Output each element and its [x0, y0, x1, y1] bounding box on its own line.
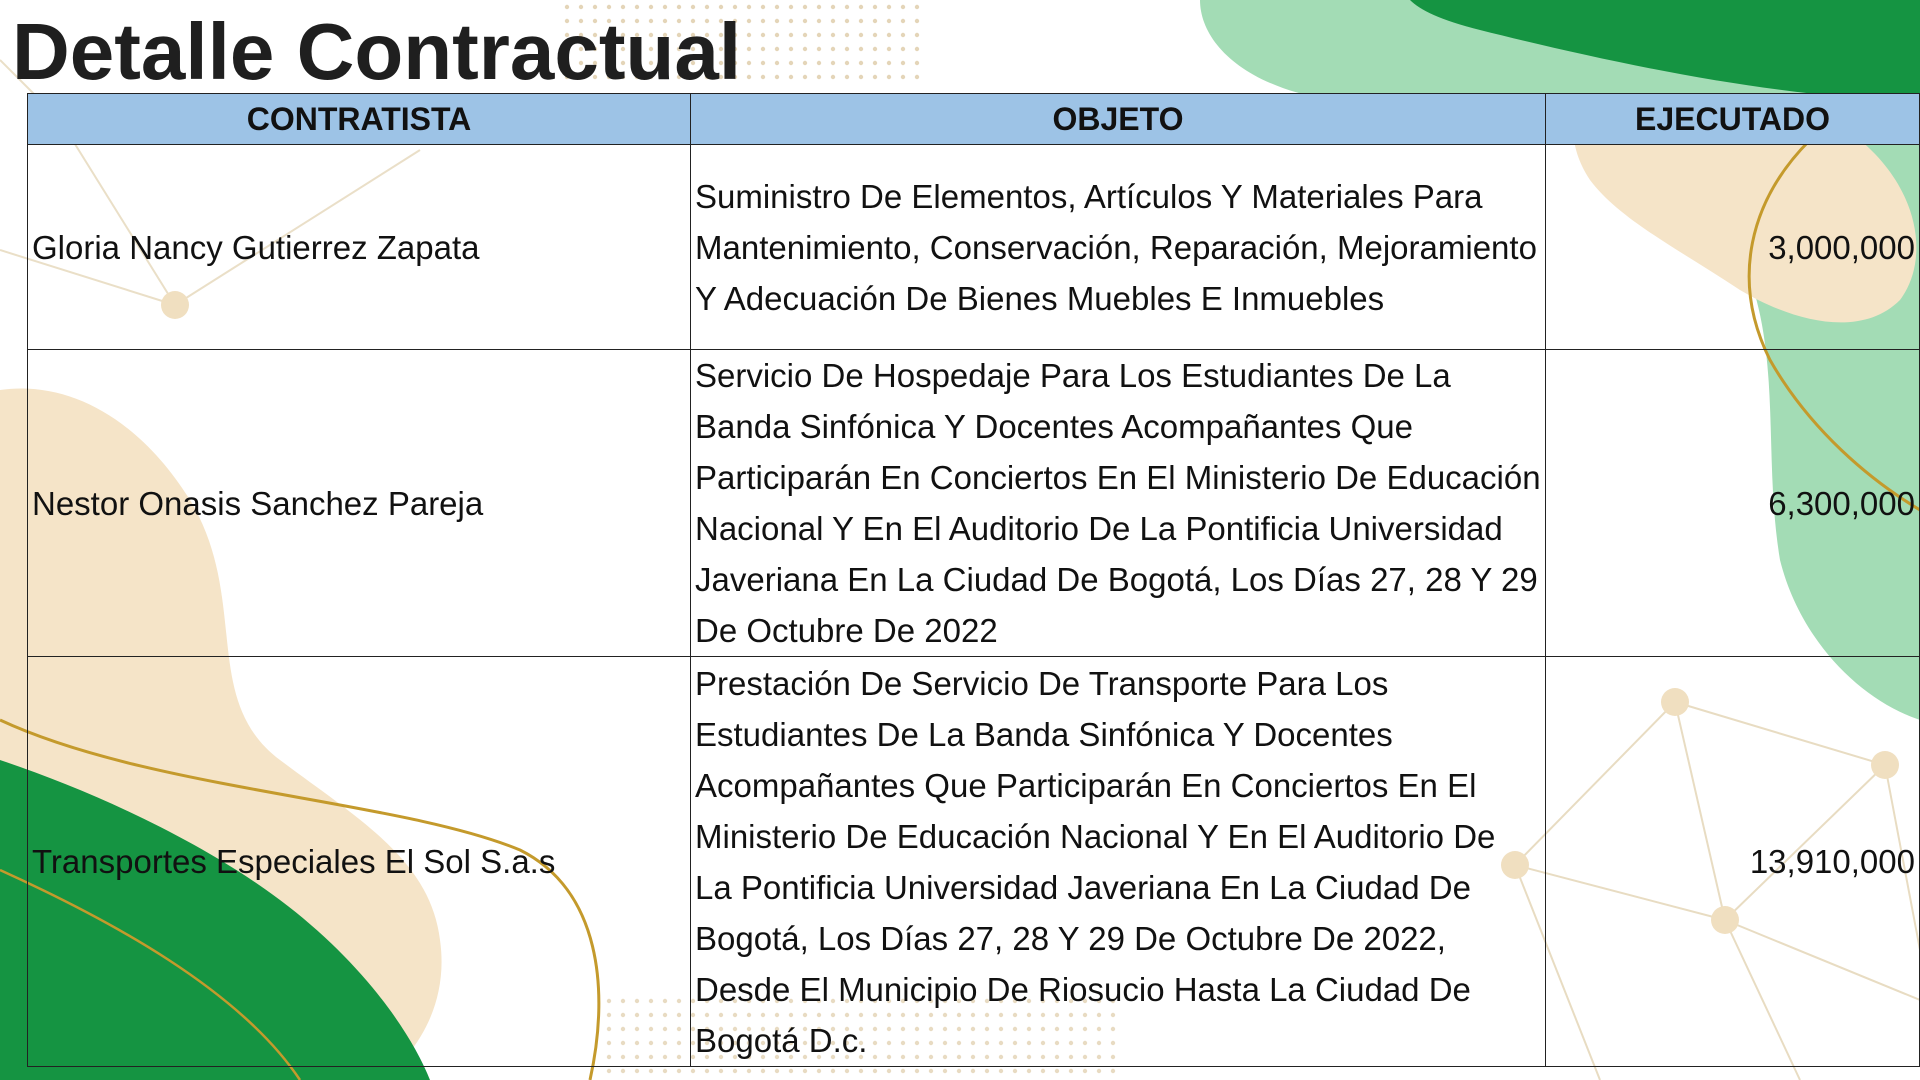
ejecutado-cell: 6,300,000 — [1546, 350, 1920, 657]
header-ejecutado: EJECUTADO — [1546, 94, 1920, 145]
objeto-cell: Prestación De Servicio De Transporte Para Los Estudiantes De La Banda Sinfónica Y Docentes Acompañantes Que Participarán En Conciertos En El Ministerio De Educación Nacional Y En El Auditorio De La Pontificia Universidad Javeriana En La Ciudad De Bogotá, Los Días 27, 28 Y 29 De Octubre De 2022, Desde El Municipio De Riosucio Hasta La Ciudad De Bogotá D.c. — [691, 657, 1546, 1067]
table-row — [28, 350, 1920, 657]
ejecutado-cell: 3,000,000 — [1546, 145, 1920, 350]
contratista-cell: Nestor Onasis Sanchez Pareja — [28, 350, 691, 657]
objeto-cell: Suministro De Elementos, Artículos Y Materiales Para Mantenimiento, Conservación, Reparación, Mejoramiento Y Adecuación De Bienes Muebles E Inmuebles — [691, 145, 1546, 350]
header-objeto: OBJETO — [691, 94, 1546, 145]
contratista-cell: Gloria Nancy Gutierrez Zapata — [28, 145, 691, 350]
ejecutado-cell: 13,910,000 — [1546, 657, 1920, 1067]
objeto-cell: Servicio De Hospedaje Para Los Estudiantes De La Banda Sinfónica Y Docentes Acompañantes Que Participarán En Conciertos En El Ministerio De Educación Nacional Y En El Auditorio De La Pontificia Universidad Javeriana En La Ciudad De Bogotá, Los Días 27, 28 Y 29 De Octubre De 2022 — [691, 350, 1546, 657]
contracts-table — [27, 93, 1920, 1067]
page-title: Detalle Contractual — [12, 7, 742, 96]
table-header-row — [28, 94, 1920, 145]
table-row — [28, 145, 1920, 350]
contratista-cell: Transportes Especiales El Sol S.a.s — [28, 657, 691, 1067]
header-contratista: CONTRATISTA — [28, 94, 691, 145]
table-row — [28, 657, 1920, 1067]
